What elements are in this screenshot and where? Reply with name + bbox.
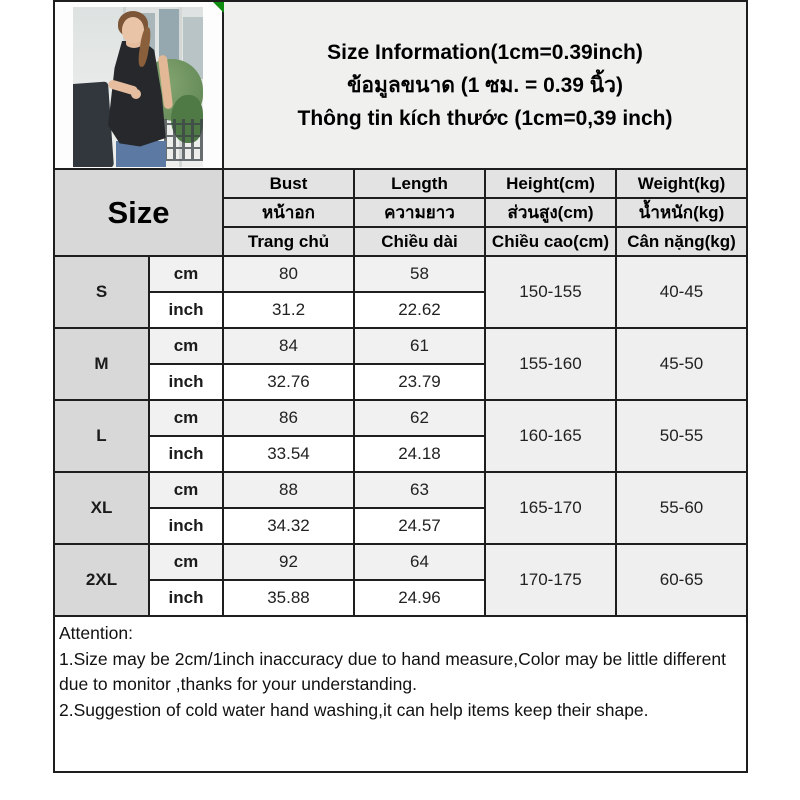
dark-monitor [73,81,114,166]
weight-range: 40-45 [616,256,747,328]
size-row-label: 2XL [54,544,149,616]
bust-cm-value: 92 [223,544,354,580]
bust-inch-value: 34.32 [223,508,354,544]
size-row-label: L [54,400,149,472]
unit-label-inch: inch [149,292,223,328]
unit-label-inch: inch [149,580,223,616]
weight-range: 55-60 [616,472,747,544]
header-weight-vi: Cân nặng(kg) [616,227,747,256]
title-english: Size Information(1cm=0.39inch) [327,40,643,64]
bust-inch-value: 33.54 [223,436,354,472]
attention-line-1: 1.Size may be 2cm/1inch inaccuracy due to hand measure,Color may be little different due to monitor ,thanks for your understanding. [59,648,726,694]
size-row-label: S [54,256,149,328]
header-height-en: Height(cm) [485,169,616,198]
weight-range: 60-65 [616,544,747,616]
header-weight-en: Weight(kg) [616,169,747,198]
product-photo-cell [54,1,223,169]
header-bust-vi: Trang chủ [223,227,354,256]
length-cm-value: 64 [354,544,485,580]
length-cm-value: 62 [354,400,485,436]
length-inch-value: 24.96 [354,580,485,616]
product-photo [73,7,203,167]
bust-cm-value: 86 [223,400,354,436]
title-cell [223,1,747,169]
model-hand [131,89,141,99]
attention-note-cell [54,616,747,772]
size-row-label: M [54,328,149,400]
bust-cm-value: 88 [223,472,354,508]
weight-range: 50-55 [616,400,747,472]
length-cm-value: 63 [354,472,485,508]
unit-label-cm: cm [149,400,223,436]
length-inch-value: 23.79 [354,364,485,400]
bust-inch-value: 35.88 [223,580,354,616]
header-length-vi: Chiều dài [354,227,485,256]
unit-label-inch: inch [149,508,223,544]
length-cm-value: 58 [354,256,485,292]
unit-label-inch: inch [149,436,223,472]
header-bust-en: Bust [223,169,354,198]
unit-label-inch: inch [149,364,223,400]
unit-label-cm: cm [149,472,223,508]
header-weight-th: น้ำหนัก(kg) [616,198,747,227]
unit-label-cm: cm [149,256,223,292]
height-range: 155-160 [485,328,616,400]
attention-heading: Attention: [59,623,133,643]
size-chart-sheet [53,0,748,773]
bust-inch-value: 31.2 [223,292,354,328]
weight-range: 45-50 [616,328,747,400]
bust-cm-value: 80 [223,256,354,292]
title-thai: ข้อมูลขนาด (1 ซม. = 0.39 นิ้ว) [347,73,623,97]
header-bust-th: หน้าอก [223,198,354,227]
height-range: 150-155 [485,256,616,328]
header-height-th: ส่วนสูง(cm) [485,198,616,227]
header-length-th: ความยาว [354,198,485,227]
attention-line-2: 2.Suggestion of cold water hand washing,it can help items keep their shape. [59,699,649,720]
unit-label-cm: cm [149,328,223,364]
length-inch-value: 22.62 [354,292,485,328]
bust-cm-value: 84 [223,328,354,364]
unit-label-cm: cm [149,544,223,580]
size-row-label: XL [54,472,149,544]
header-height-vi: Chiều cao(cm) [485,227,616,256]
size-column-header: Size [54,169,223,256]
length-inch-value: 24.57 [354,508,485,544]
height-range: 160-165 [485,400,616,472]
bust-inch-value: 32.76 [223,364,354,400]
green-corner-marker-icon [213,2,224,13]
length-inch-value: 24.18 [354,436,485,472]
height-range: 165-170 [485,472,616,544]
length-cm-value: 61 [354,328,485,364]
height-range: 170-175 [485,544,616,616]
title-vietnamese: Thông tin kích thước (1cm=0,39 inch) [297,106,673,130]
size-table [53,0,748,773]
header-length-en: Length [354,169,485,198]
